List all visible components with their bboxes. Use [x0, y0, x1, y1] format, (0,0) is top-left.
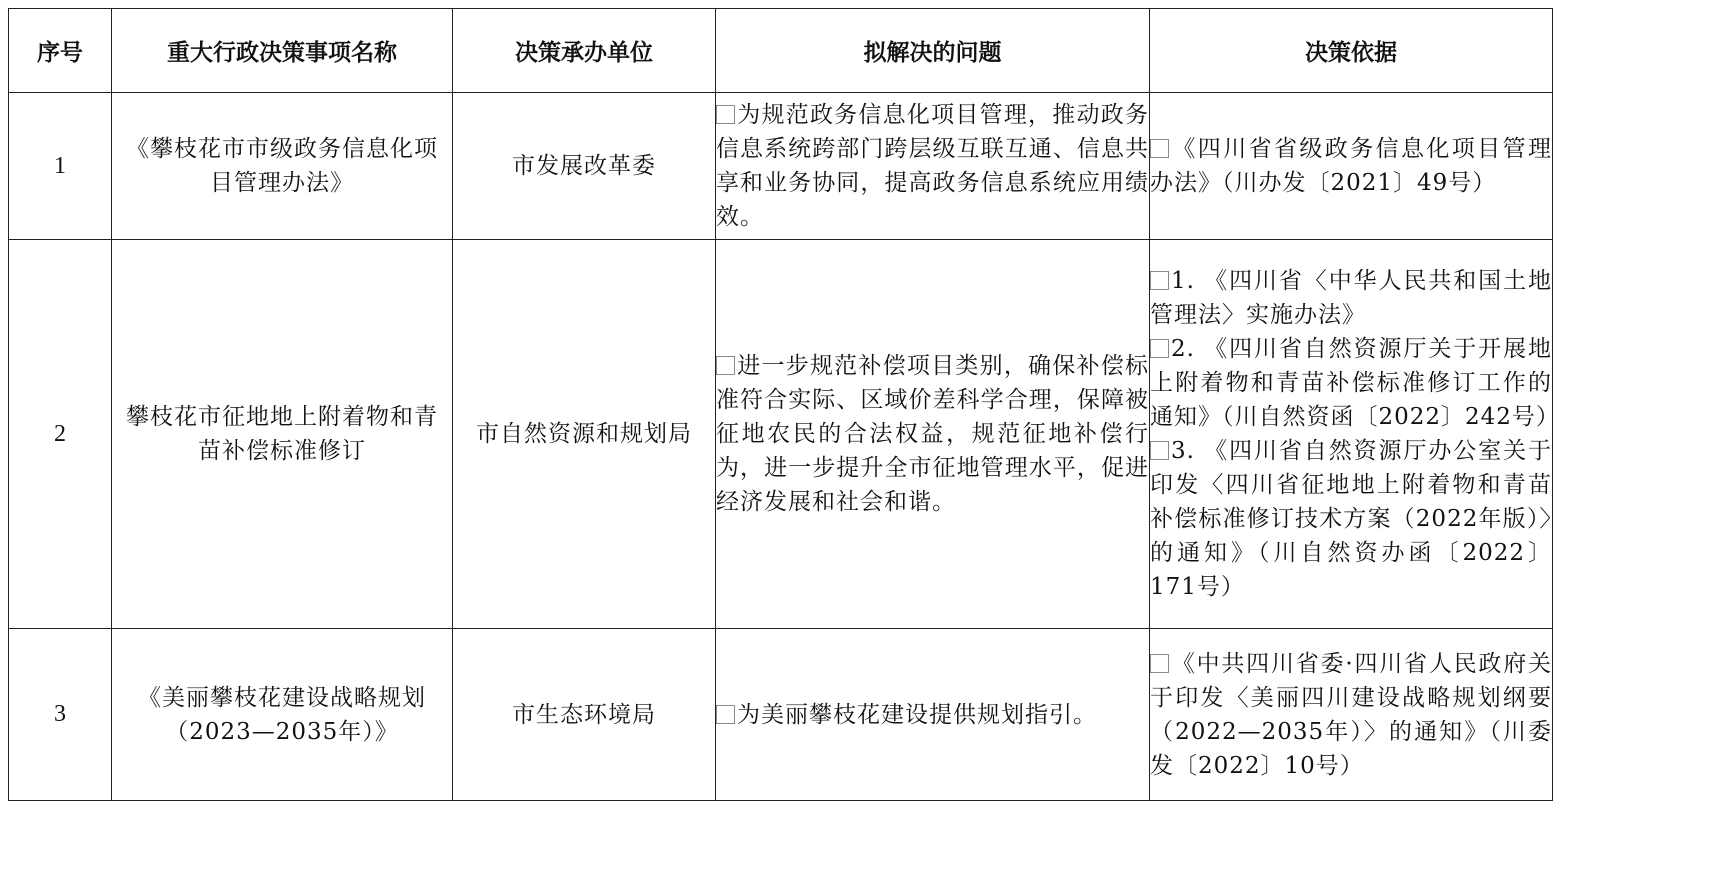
unit-name: 市发展改革委	[512, 153, 656, 179]
table-row	[9, 93, 1553, 240]
checkbox-icon	[716, 105, 735, 124]
header-unit: 决策承办单位	[453, 9, 716, 93]
checkbox-icon	[716, 356, 735, 375]
unit-name: 市自然资源和规划局	[476, 421, 692, 447]
basis-text: 1. 《四川省〈中华人民共和国土地管理法〉实施办法》	[1150, 268, 1552, 328]
row-number: 2	[9, 240, 112, 629]
checkbox-icon	[1150, 271, 1169, 290]
problem-text: 为美丽攀枝花建设提供规划指引。	[737, 701, 1097, 728]
item-name: 《攀枝花市市级政务信息化项目管理办法》	[126, 136, 438, 196]
unit-cell	[453, 629, 716, 801]
basis-text: 《中共四川省委·四川省人民政府关于印发〈美丽四川建设战略规划纲要（2022—2035年）〉的通知》（川委发〔2022〕10号）	[1150, 650, 1552, 779]
row-number: 3	[9, 629, 112, 801]
header-problem: 拟解决的问题	[716, 9, 1150, 93]
problem-cell	[716, 629, 1150, 801]
row-number: 1	[9, 93, 112, 240]
item-name: 攀枝花市征地地上附着物和青苗补偿标准修订	[126, 404, 438, 464]
decision-table	[8, 8, 1560, 801]
problem-cell	[716, 93, 1150, 240]
problem-text: 为规范政务信息化项目管理，推动政务信息系统跨部门跨层级互联互通、信息共享和业务协同，提高政务信息系统应用绩效。	[716, 102, 1149, 230]
header-basis: 决策依据	[1150, 9, 1553, 93]
basis-text: 3. 《四川省自然资源厅办公室关于印发〈四川省征地地上附着物和青苗补偿标准修订技术方案（2022年版）〉的通知》（川自然资办函〔2022〕171号）	[1150, 438, 1552, 600]
problem-cell	[716, 240, 1150, 629]
problem-text: 进一步规范补偿项目类别，确保补偿标准符合实际、区域价差科学合理，保障被征地农民的合法权益，规范征地补偿行为，进一步提升全市征地管理水平，促进经济发展和社会和谐。	[716, 353, 1149, 515]
basis-text: 《四川省省级政务信息化项目管理办法》（川办发〔2021〕49号）	[1150, 136, 1552, 196]
header-no: 序号	[9, 9, 112, 93]
unit-cell	[453, 93, 716, 240]
checkbox-icon	[1150, 339, 1169, 358]
unit-cell	[453, 240, 716, 629]
header-row	[9, 9, 1553, 93]
basis-cell	[1150, 629, 1553, 801]
checkbox-icon	[1150, 441, 1169, 460]
item-name: 《美丽攀枝花建设战略规划（2023—2035年）》	[138, 684, 426, 745]
header-item-name: 重大行政决策事项名称	[112, 9, 453, 93]
checkbox-icon	[1150, 654, 1169, 673]
table-row	[9, 629, 1553, 801]
basis-cell	[1150, 93, 1553, 240]
table-row	[9, 240, 1553, 629]
document-page	[8, 8, 1560, 801]
basis-text: 2. 《四川省自然资源厅关于开展地上附着物和青苗补偿标准修订工作的通知》（川自然资函〔2022〕242号）	[1150, 336, 1560, 430]
item-name-cell	[112, 93, 453, 240]
basis-cell	[1150, 240, 1560, 629]
checkbox-icon	[1150, 139, 1169, 158]
unit-name: 市生态环境局	[512, 701, 656, 728]
item-name-cell	[112, 240, 453, 629]
checkbox-icon	[716, 705, 735, 724]
item-name-cell	[112, 629, 453, 801]
